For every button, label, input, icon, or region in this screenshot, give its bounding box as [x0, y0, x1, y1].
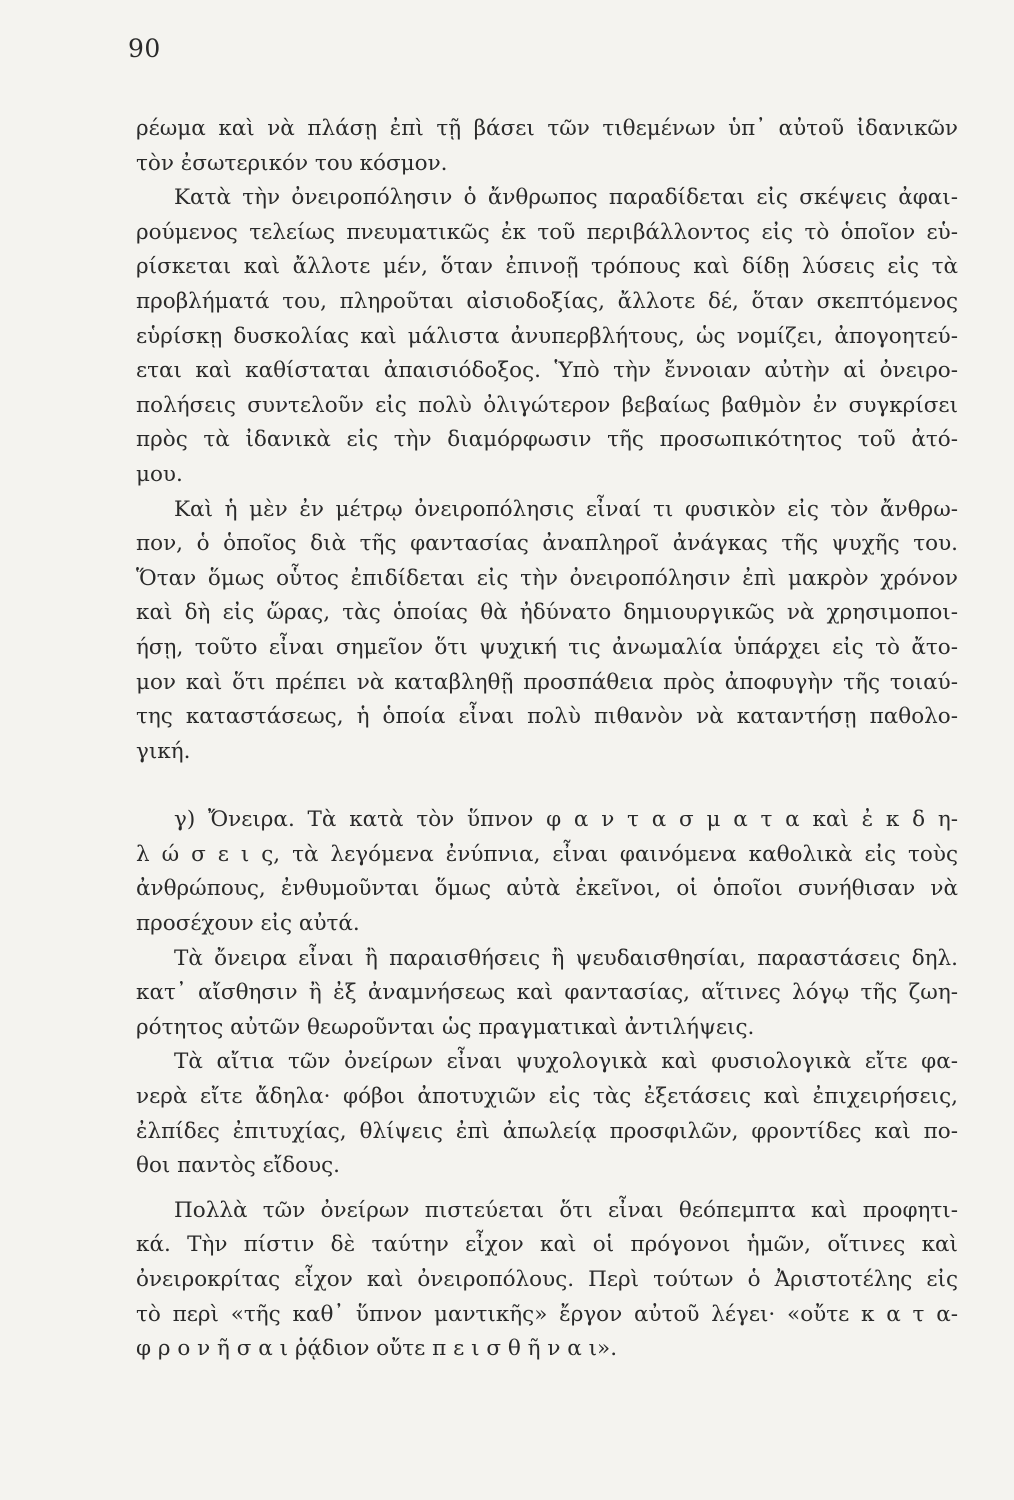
text-line: εὑρίσκῃ δυσκολίας καὶ μάλιστα ἀνυπερβλήτους, ὡς νομίζει, ἀπογοητεύ-	[136, 323, 958, 349]
text-line: πολήσεις συντελοῦν εἰς πολὺ ὀλιγώτερον βεβαίως βαθμὸν ἐν συγκρίσει	[136, 392, 958, 418]
text-line: προβλήματά του, πληροῦται αἰσιοδοξίας, ἄλλοτε δέ, ὅταν σκεπτόμενος	[136, 288, 958, 314]
page-number: 90	[128, 34, 161, 63]
text-line: της καταστάσεως, ἡ ὁποία εἶναι πολὺ πιθανὸν νὰ καταντήσῃ παθολο-	[136, 704, 958, 730]
section-gap	[136, 769, 958, 803]
text-line: ρότητος αὐτῶν θεωροῦνται ὡς πραγματικαὶ ἀντιλήψεις.	[136, 1014, 755, 1040]
text-line: λ ώ σ ε ι ς, τὰ λεγόμενα ἐνύπνια, εἶναι φαινόμενα καθολικὰ εἰς τοὺς	[136, 841, 958, 867]
text-line: θοι παντὸς εἴδους.	[136, 1153, 340, 1179]
text-line: τὸν ἐσωτερικόν του κόσμον.	[136, 150, 448, 176]
paragraph-start-line: Κατὰ τὴν ὀνειροπόλησιν ὁ ἄνθρωπος παραδίδεται εἰς σκέψεις ἀφαι-	[174, 185, 958, 211]
text-line: κατ᾽ αἴσθησιν ἢ ἐξ ἀναμνήσεως καὶ φαντασίας, αἵτινες λόγῳ τῆς ζωη-	[136, 980, 958, 1006]
body-text	[136, 112, 958, 1367]
text-line: μον καὶ ὅτι πρέπει νὰ καταβληθῇ προσπάθεια πρὸς ἀποφυγὴν τῆς τοιαύ-	[136, 669, 958, 695]
text-line: κά. Τὴν πίστιν δὲ ταύτην εἶχον καὶ οἱ πρόγονοι ἡμῶν, οἵτινες καὶ	[136, 1232, 958, 1258]
text-line: ἐλπίδες ἐπιτυχίας, θλίψεις ἐπὶ ἀπωλείᾳ προσφιλῶν, φροντίδες καὶ πο-	[136, 1118, 958, 1144]
text-line: νερὰ εἴτε ἄδηλα· φόβοι ἀποτυχιῶν εἰς τὰς ἐξετάσεις καὶ ἐπιχειρήσεις,	[136, 1084, 958, 1110]
paragraph-start-line: Τὰ ὄνειρα εἶναι ἢ παραισθήσεις ἢ ψευδαισθησίαι, παραστάσεις δηλ.	[174, 945, 958, 971]
paragraph-gap	[136, 1184, 958, 1194]
paragraph-start-line: Πολλὰ τῶν ὀνείρων πιστεύεται ὅτι εἶναι θεόπεμπτα καὶ προφητι-	[174, 1197, 958, 1223]
text-line: καὶ δὴ εἰς ὥρας, τὰς ὁποίας θὰ ἠδύνατο δημιουργικῶς νὰ χρησιμοποι-	[136, 600, 958, 626]
text-line: ρίσκεται καὶ ἄλλοτε μέν, ὅταν ἐπινοῇ τρόπους καὶ δίδῃ λύσεις εἰς τὰ	[136, 254, 958, 280]
text-line: ρούμενος τελείως πνευματικῶς ἐκ τοῦ περιβάλλοντος εἰς τὸ ὁποῖον εὑ-	[136, 219, 958, 245]
text-line: ὀνειροκρίτας εἶχον καὶ ὀνειροπόλους. Περὶ τούτων ὁ Ἀριστοτέλης εἰς	[136, 1267, 958, 1292]
paragraph-start-line: Καὶ ἡ μὲν ἐν μέτρῳ ὀνειροπόλησις εἶναί τι φυσικὸν εἰς τὸν ἄνθρω-	[174, 496, 958, 522]
text-line: τὸ περὶ «τῆς καθ᾽ ὕπνον μαντικῆς» ἔργον αὐτοῦ λέγει· «οὔτε κ α τ α-	[136, 1301, 958, 1327]
text-line: Ὅταν ὅμως οὗτος ἐπιδίδεται εἰς τὴν ὀνειροπόλησιν ἐπὶ μακρὸν χρόνον	[136, 565, 958, 591]
text-line: φ ρ ο ν ῆ σ α ι ῥᾴδιον οὔτε π ε ι σ θ ῆ ν α ι».	[136, 1336, 618, 1362]
text-line: γική.	[136, 738, 191, 764]
paragraph-start-line: Τὰ αἴτια τῶν ὀνείρων εἶναι ψυχολογικὰ καὶ φυσιολογικὰ εἴτε φα-	[174, 1049, 958, 1075]
text-line: πον, ὁ ὁποῖος διὰ τῆς φαντασίας ἀναπληροῖ ἀνάγκας τῆς ψυχῆς του.	[136, 531, 958, 557]
text-line: ἀνθρώπους, ἐνθυμοῦνται ὅμως αὐτὰ ἐκεῖνοι, οἱ ὁποῖοι συνήθισαν νὰ	[136, 876, 958, 902]
text-line: ήσῃ, τοῦτο εἶναι σημεῖον ὅτι ψυχική τις ἀνωμαλία ὑπάρχει εἰς τὸ ἄτο-	[136, 634, 958, 660]
text-line: ρέωμα καὶ νὰ πλάσῃ ἐπὶ τῇ βάσει τῶν τιθεμένων ὑπ᾽ αὐτοῦ ἰδανικῶν	[136, 116, 958, 141]
section-heading-line: γ) Ὄνειρα. Τὰ κατὰ τὸν ὕπνον φ α ν τ α σ μ α τ α καὶ ἐ κ δ η-	[174, 807, 958, 833]
text-line: μου.	[136, 461, 183, 487]
text-line: εται καὶ καθίσταται ἀπαισιόδοξος. Ὑπὸ τὴν ἔννοιαν αὐτὴν αἱ ὀνειρο-	[136, 358, 958, 384]
text-line: πρὸς τὰ ἰδανικὰ εἰς τὴν διαμόρφωσιν τῆς προσωπικότητος τοῦ ἀτό-	[136, 427, 958, 453]
text-line: προσέχουν εἰς αὐτά.	[136, 911, 360, 937]
